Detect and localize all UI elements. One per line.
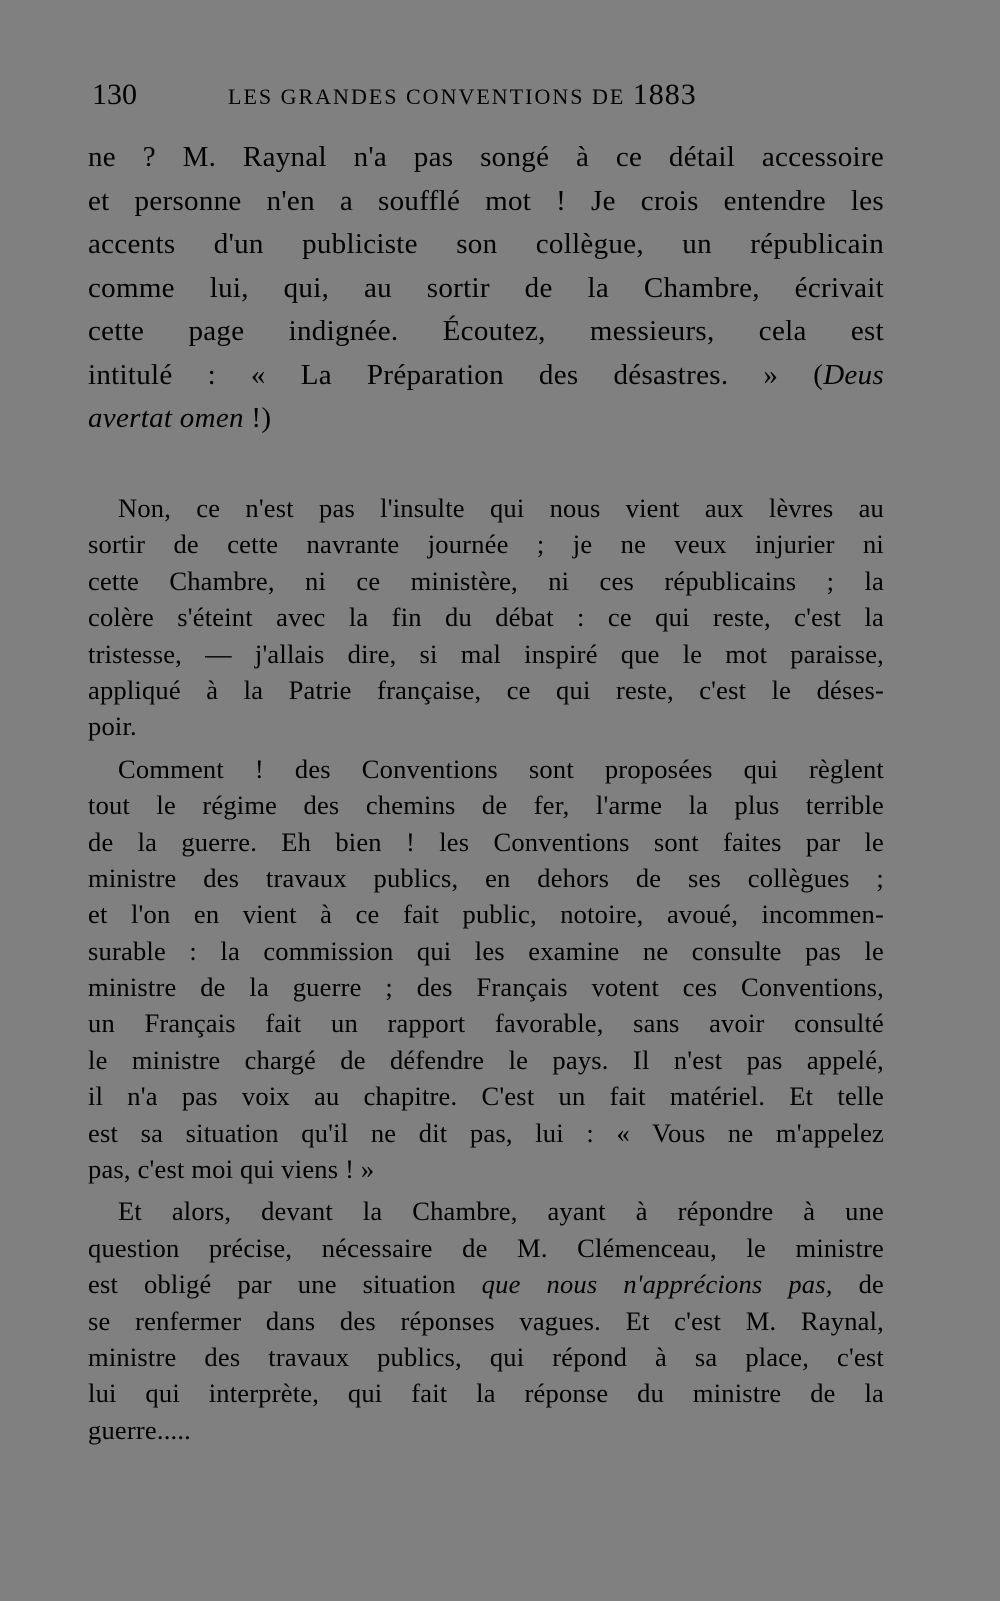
text-line: tristesse, — j'allais dire, si mal inspiré que le mot paraisse, bbox=[88, 638, 884, 669]
text-line: ministre de la guerre ; des Français votent ces Conventions, bbox=[88, 972, 884, 1003]
body-text bbox=[88, 490, 884, 1454]
text-line: lui qui interprète, qui fait la réponse du ministre de la bbox=[88, 1378, 884, 1409]
text-run: est obligé par une situation bbox=[88, 1269, 482, 1300]
text-line: Et alors, devant la Chambre, ayant à répondre à une bbox=[118, 1196, 884, 1227]
text-line bbox=[88, 1266, 884, 1302]
text-line bbox=[88, 397, 884, 441]
text-line: colère s'éteint avec la fin du débat : ce qui reste, c'est la bbox=[88, 602, 884, 633]
text-line: tout le régime des chemins de fer, l'arme la plus terrible bbox=[88, 790, 884, 821]
text-line: comme lui, qui, au sortir de la Chambre, écrivait bbox=[88, 271, 884, 304]
text-line: ministre des travaux publics, qui répond à sa place, c'est bbox=[88, 1341, 884, 1372]
text-line: appliqué à la Patrie française, ce qui reste, c'est le déses- bbox=[88, 674, 884, 705]
paragraph bbox=[88, 1193, 884, 1448]
italic-run: Deus bbox=[823, 358, 884, 391]
text-line: il n'a pas voix au chapitre. C'est un fait matériel. Et telle bbox=[88, 1081, 884, 1112]
text-line: question précise, nécessaire de M. Clémenceau, le ministre bbox=[88, 1232, 884, 1263]
italic-run: avertat omen bbox=[88, 402, 244, 434]
text-line: poir. bbox=[88, 711, 137, 742]
text-line: sortir de cette navrante journée ; je ne veux injurier ni bbox=[88, 529, 884, 560]
text-line: cette page indignée. Écoutez, messieurs, cela est bbox=[88, 315, 884, 347]
text-line: de la guerre. Eh bien ! les Conventions sont faites par le bbox=[88, 826, 884, 857]
italic-run: que nous n'apprécions pas, bbox=[481, 1269, 833, 1300]
text-run: !) bbox=[243, 402, 272, 434]
text-line: accents d'un publiciste son collègue, un républicain bbox=[88, 228, 884, 260]
running-title bbox=[228, 74, 697, 118]
text-line bbox=[88, 354, 884, 398]
text-line: est sa situation qu'il ne dit pas, lui : « Vous ne m'appelez bbox=[88, 1117, 884, 1148]
text-line: ne ? M. Raynal n'a pas songé à ce détail accessoire bbox=[88, 141, 884, 173]
quoted-passage bbox=[88, 136, 884, 441]
text-run: de bbox=[832, 1269, 884, 1300]
text-line: se renfermer dans des réponses vagues. Et c'est M. Raynal, bbox=[88, 1305, 884, 1336]
text-line: le ministre chargé de défendre le pays. Il n'est pas appelé, bbox=[88, 1044, 884, 1075]
text-line: Comment ! des Conventions sont proposées qui règlent bbox=[118, 753, 884, 784]
text-line: et l'on en vient à ce fait public, notoire, avoué, incommen- bbox=[88, 899, 884, 930]
paragraph bbox=[88, 490, 884, 745]
text-run: intitulé : « La Préparation des désastres. » ( bbox=[88, 358, 824, 391]
text-line: et personne n'en a soufflé mot ! Je crois entendre les bbox=[88, 184, 884, 217]
text-line: pas, c'est moi qui viens ! » bbox=[88, 1154, 375, 1185]
text-line: surable : la commission qui les examine ne consulte pas le bbox=[88, 935, 884, 966]
page-number: 130 bbox=[92, 78, 137, 111]
running-title-text: LES GRANDES CONVENTIONS DE bbox=[228, 84, 626, 109]
running-title-year: 1883 bbox=[632, 78, 697, 111]
running-header bbox=[92, 74, 760, 116]
text-line: ministre des travaux publics, en dehors de ses collègues ; bbox=[88, 862, 884, 893]
text-line: cette Chambre, ni ce ministère, ni ces républicains ; la bbox=[88, 565, 884, 596]
paragraph bbox=[88, 751, 884, 1188]
text-line: un Français fait un rapport favorable, sans avoir consulté bbox=[88, 1008, 884, 1039]
text-line: Non, ce n'est pas l'insulte qui nous vient aux lèvres au bbox=[118, 493, 884, 523]
text-line: guerre..... bbox=[88, 1414, 191, 1445]
